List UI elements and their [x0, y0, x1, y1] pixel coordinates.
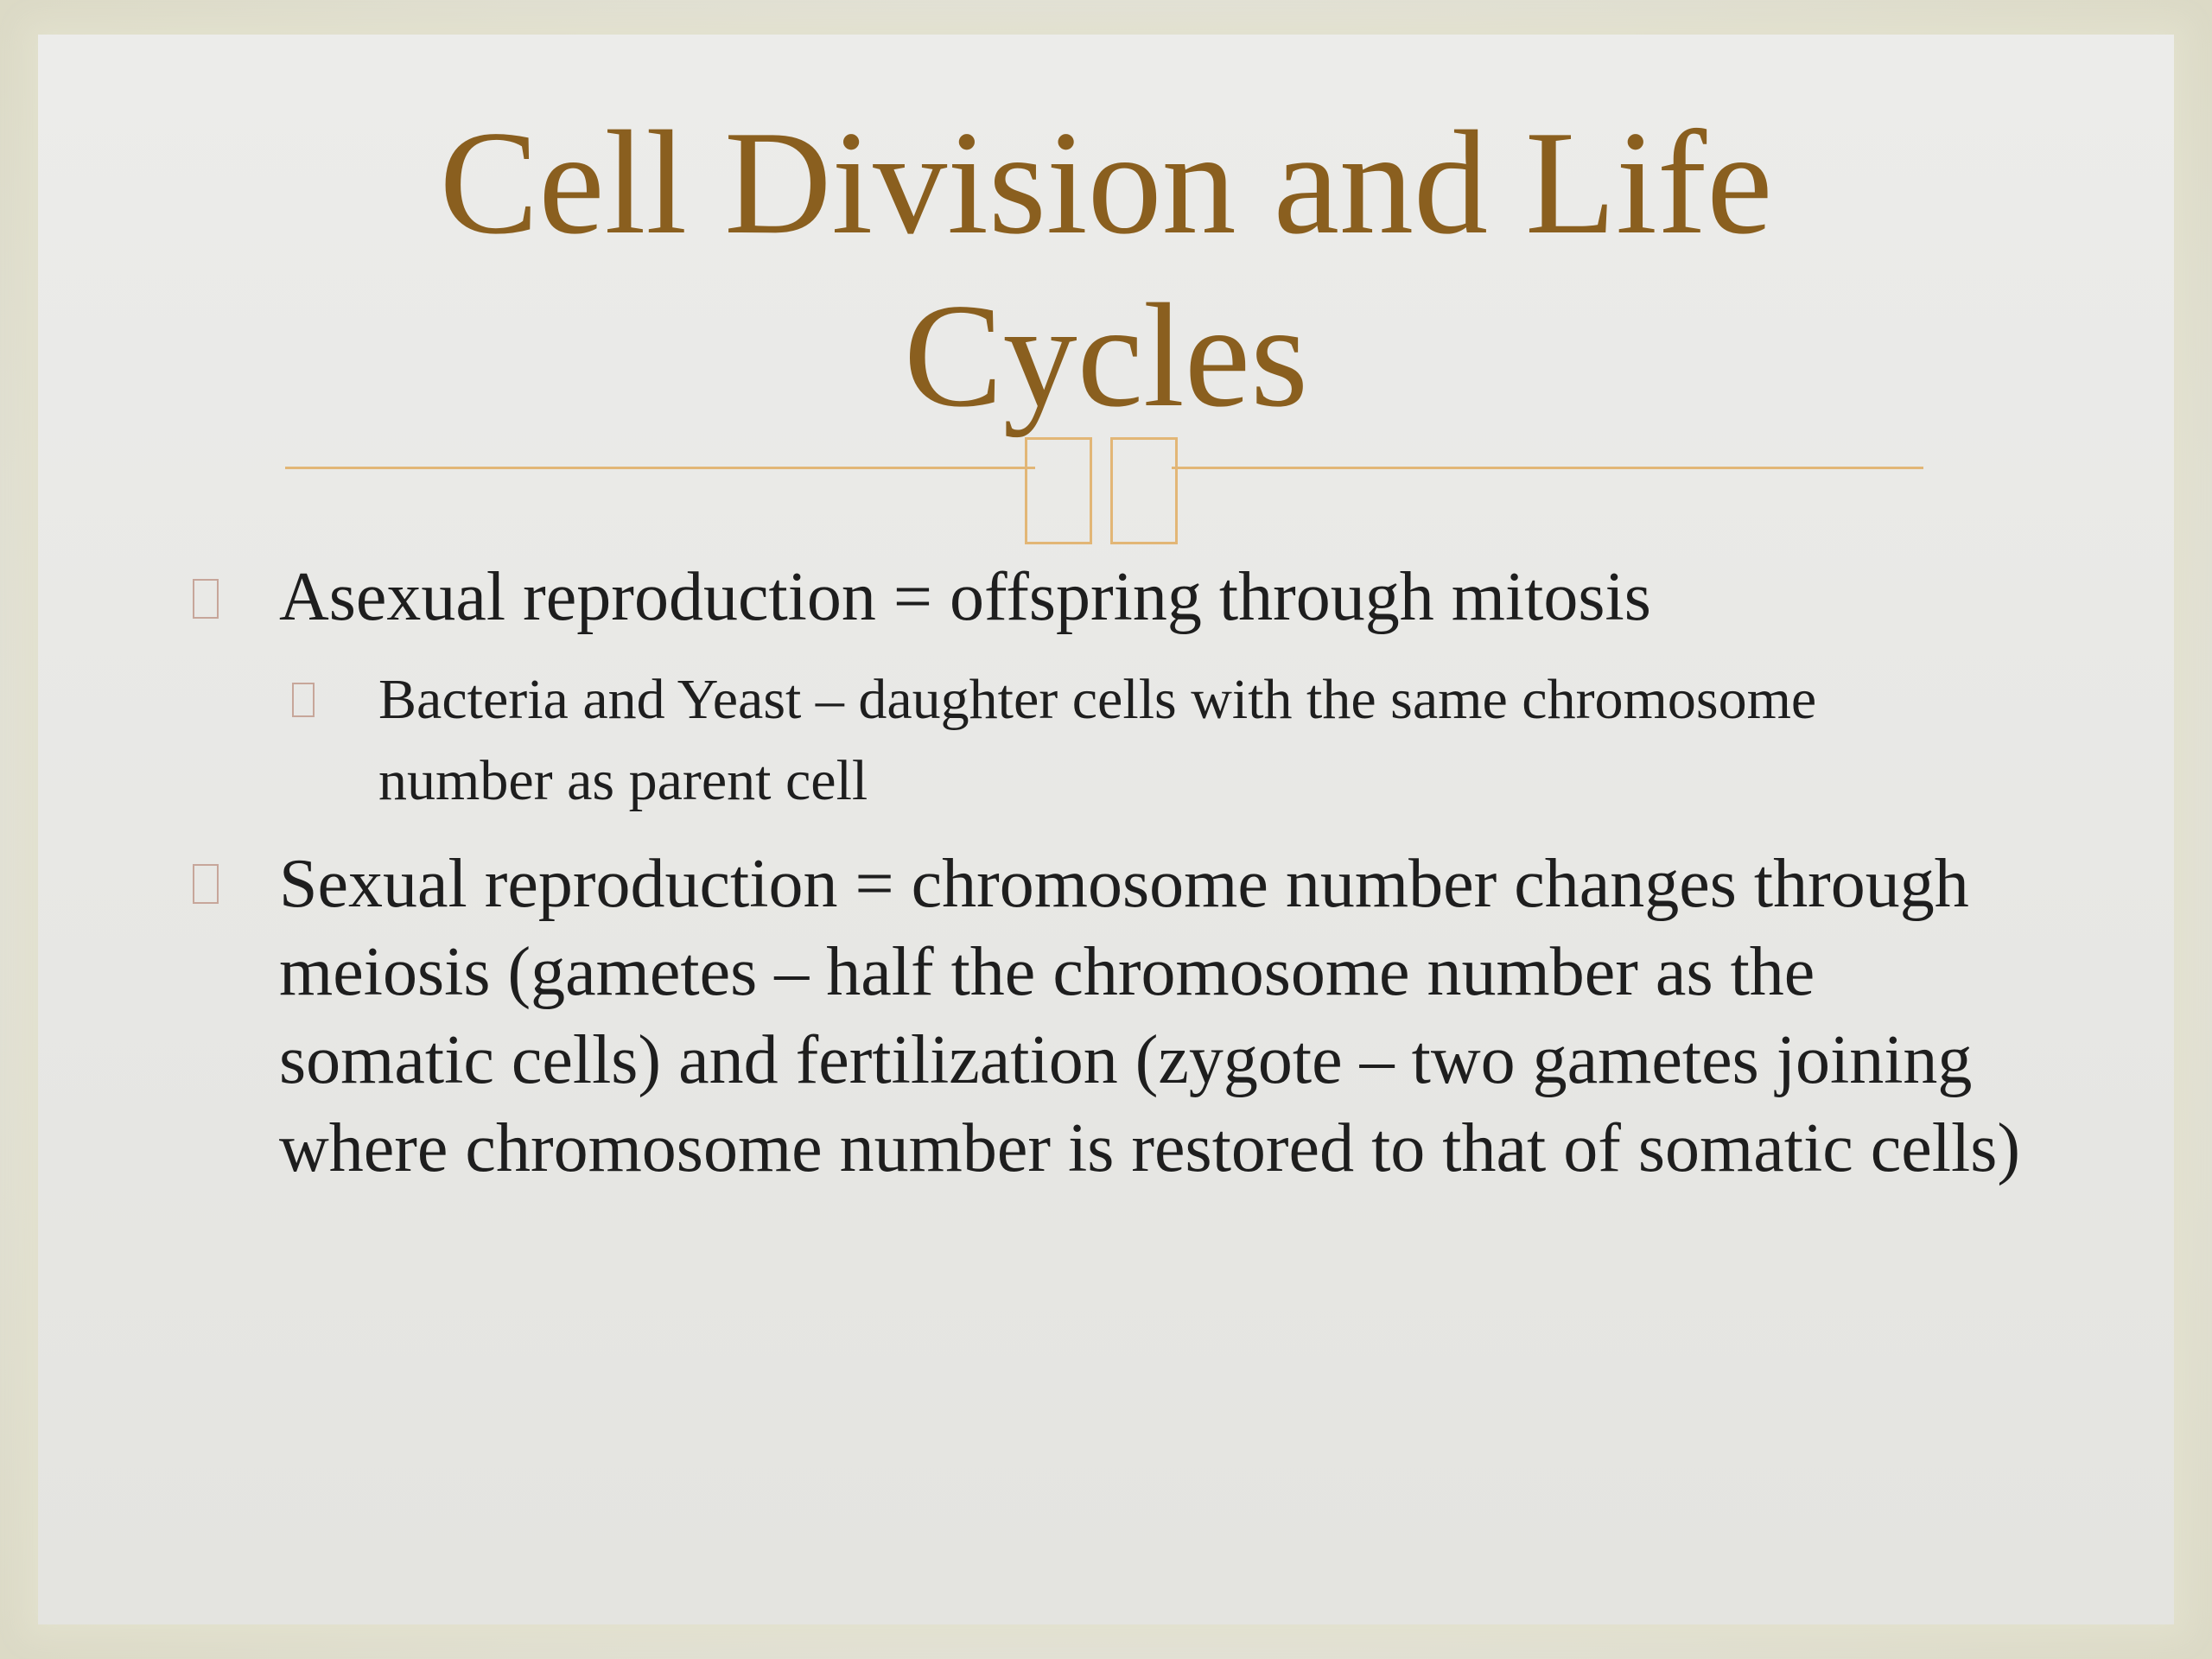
sub-bullet-text: Bacteria and Yeast – daughter cells with the same chromosome number as parent cell — [378, 668, 1817, 812]
bullet-icon — [292, 683, 315, 717]
slide-title: Cell Division and Life Cycles — [439, 101, 1773, 438]
bullet-text: Sexual reproduction = chromosome number changes through meiosis (gametes – half the chromosome number as the somatic cells) and fertilization (zygote – two gametes joining where chromosome number is restored to that of somatic cells) — [279, 846, 2020, 1186]
bullet-icon — [193, 579, 219, 619]
bullet-icon — [193, 864, 219, 904]
bullet-text: Asexual reproduction = offspring through mitosis — [279, 559, 1651, 635]
